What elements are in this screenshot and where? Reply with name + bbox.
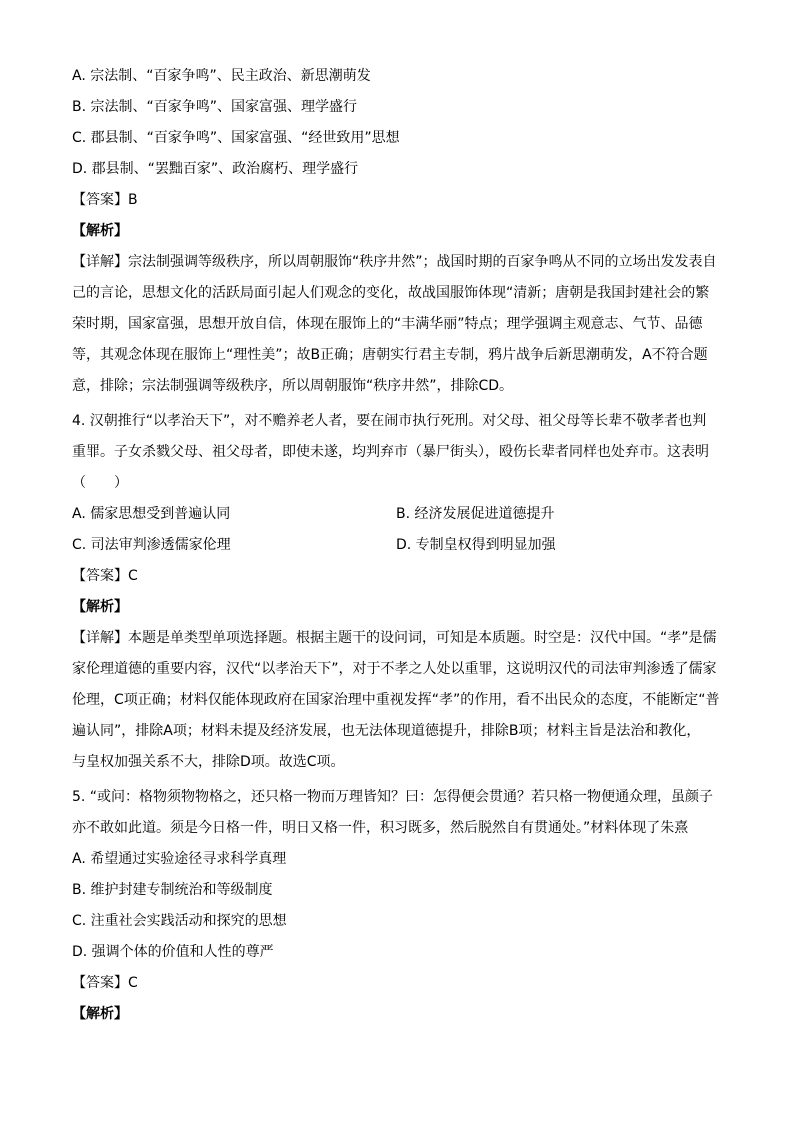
q4-option-a: A. 儒家思想受到普遍认同	[72, 506, 231, 522]
q3-option-d: D. 郡县制、“罢黜百家”、政治腐朽、理学盛行	[72, 161, 359, 177]
q4-detail-line: 伦理，C项正确；材料仅能体现政府在国家治理中重视发挥“孝”的作用，看不出民众的态度，不能断定“普	[72, 692, 720, 708]
q4-option-d: D. 专制皇权得到明显加强	[396, 537, 556, 553]
q3-option-b: B. 宗法制、“百家争鸣”、国家富强、理学盛行	[72, 99, 358, 115]
q4-option-b: B. 经济发展促进道德提升	[396, 506, 555, 522]
q4-option-c: C. 司法审判渗透儒家伦理	[72, 537, 231, 553]
q5-answer: 【答案】C	[72, 975, 138, 991]
q4-stem-line: 重罪。子女杀戮父母、祖父母者，即使未遂，均判弃市（暴尸街头），殴伤长辈者同样也处弃市。这表明	[72, 444, 709, 460]
q3-detail-line: 【详解】宗法制强调等级秩序，所以周朝服饰“秩序井然”；战国时期的百家争鸣从不同的立场出发发表自	[72, 254, 717, 270]
q5-stem-line: 亦不敢如此道。须是今日格一件，明日又格一件，积习既多，然后脱然自有贯通处。”材料体现了朱熹	[72, 820, 689, 836]
q5-analysis-label: 【解析】	[72, 1006, 128, 1022]
q5-option-d: D. 强调个体的价值和人性的尊严	[72, 944, 274, 960]
q5-option-a: A. 希望通过实验途径寻求科学真理	[72, 851, 287, 867]
q3-detail-line: 等，其观念体现在服饰上“理性美”；故B正确；唐朝实行君主专制，鸦片战争后新思潮萌发，A不符合题	[72, 347, 708, 363]
q4-stem-line: （ ）	[72, 475, 128, 491]
q3-option-a: A. 宗法制、“百家争鸣”、民主政治、新思潮萌发	[72, 68, 371, 84]
q3-answer: 【答案】B	[72, 192, 138, 208]
q3-detail-line: 意，排除；宗法制强调等级秩序，所以周朝服饰“秩序井然”，排除CD。	[72, 378, 514, 394]
q5-option-c: C. 注重社会实践活动和探究的思想	[72, 913, 287, 929]
q3-analysis-label: 【解析】	[72, 223, 128, 239]
q4-detail-line: 与皇权加强关系不大，排除D项。故选C项。	[72, 754, 345, 770]
q4-detail-line: 遍认同”，排除A项；材料未提及经济发展，也无法体现道德提升，排除B项；材料主旨是法治和教化，	[72, 723, 701, 739]
q5-option-b: B. 维护封建专制统治和等级制度	[72, 882, 273, 898]
q3-detail-line: 己的言论，思想文化的活跃局面引起人们观念的变化，故战国服饰体现“清新；唐朝是我国封建社会的繁	[72, 285, 710, 301]
q5-stem-line: 5. “或问：格物须物物格之，还只格一物而万理皆知？曰：怎得便会贯通？若只格一物便通众理，虽颜子	[72, 789, 714, 805]
q4-detail-line: 家伦理道德的重要内容，汉代“以孝治天下”，对于不孝之人处以重罪，这说明汉代的司法审判渗透了儒家	[72, 661, 717, 677]
q4-detail-line: 【详解】本题是单类型单项选择题。根据主题干的设问词，可知是本质题。时空是：汉代中国。“孝”是儒	[72, 630, 717, 646]
q3-detail-line: 荣时期，国家富强，思想开放自信，体现在服饰上的“丰满华丽”特点；理学强调主观意志、气节、品德	[72, 316, 703, 332]
q3-option-c: C. 郡县制、“百家争鸣”、国家富强、“经世致用”思想	[72, 130, 400, 146]
q4-analysis-label: 【解析】	[72, 599, 128, 615]
q4-stem-line: 4. 汉朝推行“以孝治天下”，对不赡养老人者，要在闹市执行死刑。对父母、祖父母等长辈不敬孝者也判	[72, 413, 707, 429]
q4-answer: 【答案】C	[72, 568, 138, 584]
